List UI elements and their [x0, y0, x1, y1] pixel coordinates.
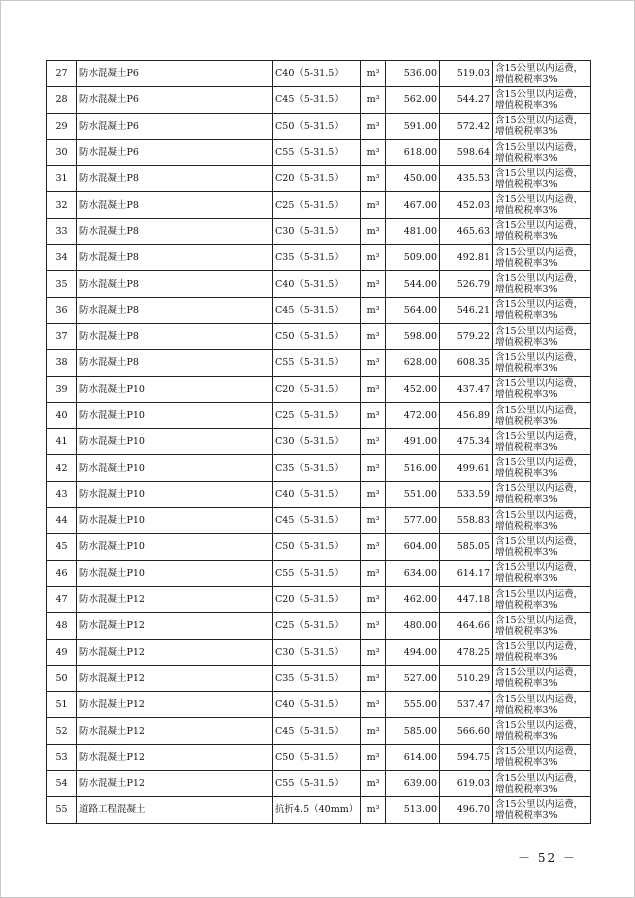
unit-cell: m³: [361, 797, 386, 823]
material-name-cell: 防水混凝土P10: [77, 508, 273, 534]
remarks-cell: [493, 639, 591, 665]
unit-cell: m³: [361, 534, 386, 560]
price-tax-excluded-cell: 546.21: [440, 297, 493, 323]
price-tax-excluded-cell: 579.22: [440, 323, 493, 349]
row-number-cell: 30: [47, 139, 77, 165]
remarks-line: 增值税税率3%: [495, 573, 558, 585]
unit-cell: m³: [361, 771, 386, 797]
specification-cell: C30（5-31.5）: [273, 429, 361, 455]
table-row: [47, 218, 591, 244]
price-tax-included-cell: 555.00: [386, 692, 440, 718]
price-tax-excluded-cell: 464.66: [440, 613, 493, 639]
material-name-cell: 防水混凝土P10: [77, 455, 273, 481]
remarks-line: 增值税税率3%: [495, 520, 558, 532]
remarks-cell: [493, 297, 591, 323]
table-row: [47, 455, 591, 481]
remarks-line: 增值税税率3%: [495, 546, 558, 558]
price-tax-excluded-cell: 519.03: [440, 61, 493, 87]
unit-cell: m³: [361, 481, 386, 507]
row-number-cell: 43: [47, 481, 77, 507]
row-number-cell: 36: [47, 297, 77, 323]
unit-cell: m³: [361, 192, 386, 218]
price-tax-included-cell: 544.00: [386, 271, 440, 297]
specification-cell: C55（5-31.5）: [273, 560, 361, 586]
price-tax-excluded-cell: 533.59: [440, 481, 493, 507]
specification-cell: C40（5-31.5）: [273, 481, 361, 507]
row-number-cell: 44: [47, 508, 77, 534]
material-name-cell: 防水混凝土P8: [77, 166, 273, 192]
row-number-cell: 45: [47, 534, 77, 560]
remarks-cell: [493, 613, 591, 639]
row-number-cell: 52: [47, 718, 77, 744]
remarks-cell: [493, 692, 591, 718]
table-row: [47, 639, 591, 665]
specification-cell: C20（5-31.5）: [273, 166, 361, 192]
remarks-line: 含15公里以内运费，: [495, 509, 584, 521]
remarks-line: 含15公里以内运费，: [495, 798, 584, 810]
remarks-line: 增值税税率3%: [495, 494, 558, 506]
material-name-cell: 道路工程混凝土: [77, 797, 273, 823]
row-number-cell: 47: [47, 586, 77, 612]
material-name-cell: 防水混凝土P10: [77, 534, 273, 560]
unit-cell: m³: [361, 297, 386, 323]
row-number-cell: 50: [47, 665, 77, 691]
material-name-cell: 防水混凝土P12: [77, 586, 273, 612]
remarks-line: 含15公里以内运费，: [495, 588, 584, 600]
price-tax-included-cell: 452.00: [386, 376, 440, 402]
material-name-cell: 防水混凝土P10: [77, 402, 273, 428]
remarks-line: 增值税税率3%: [495, 599, 558, 611]
remarks-cell: [493, 61, 591, 87]
price-tax-included-cell: 639.00: [386, 771, 440, 797]
specification-cell: C45（5-31.5）: [273, 87, 361, 113]
unit-cell: m³: [361, 323, 386, 349]
table-row: [47, 350, 591, 376]
unit-cell: m³: [361, 429, 386, 455]
price-tax-excluded-cell: 456.89: [440, 402, 493, 428]
remarks-cell: [493, 744, 591, 770]
price-tax-included-cell: 591.00: [386, 113, 440, 139]
remarks-line: 含15公里以内运费，: [495, 351, 584, 363]
specification-cell: C25（5-31.5）: [273, 192, 361, 218]
specification-cell: C45（5-31.5）: [273, 508, 361, 534]
price-tax-included-cell: 564.00: [386, 297, 440, 323]
table-row: [47, 402, 591, 428]
remarks-line: 含15公里以内运费，: [495, 457, 584, 469]
remarks-line: 含15公里以内运费，: [495, 720, 584, 732]
remarks-cell: [493, 797, 591, 823]
remarks-line: 增值税税率3%: [495, 625, 558, 637]
remarks-line: 增值税税率3%: [495, 99, 558, 111]
remarks-line: 含15公里以内运费，: [495, 667, 584, 679]
table-row: [47, 323, 591, 349]
row-number-cell: 46: [47, 560, 77, 586]
price-tax-included-cell: 604.00: [386, 534, 440, 560]
table-row: [47, 113, 591, 139]
specification-cell: C30（5-31.5）: [273, 218, 361, 244]
remarks-cell: [493, 429, 591, 455]
remarks-line: 增值税税率3%: [495, 231, 558, 243]
price-tax-included-cell: 467.00: [386, 192, 440, 218]
remarks-cell: [493, 218, 591, 244]
row-number-cell: 41: [47, 429, 77, 455]
unit-cell: m³: [361, 61, 386, 87]
price-tax-excluded-cell: 496.70: [440, 797, 493, 823]
unit-cell: m³: [361, 455, 386, 481]
price-tax-excluded-cell: 619.03: [440, 771, 493, 797]
remarks-line: 增值税税率3%: [495, 73, 558, 85]
remarks-line: 含15公里以内运费，: [495, 141, 584, 153]
remarks-line: 含15公里以内运费，: [495, 88, 584, 100]
remarks-line: 增值税税率3%: [495, 809, 558, 821]
remarks-line: 含15公里以内运费，: [495, 273, 584, 285]
remarks-line: 增值税税率3%: [495, 152, 558, 164]
remarks-line: 增值税税率3%: [495, 704, 558, 716]
specification-cell: C40（5-31.5）: [273, 61, 361, 87]
row-number-cell: 31: [47, 166, 77, 192]
price-tax-excluded-cell: 537.47: [440, 692, 493, 718]
unit-cell: m³: [361, 639, 386, 665]
unit-cell: m³: [361, 692, 386, 718]
remarks-cell: [493, 455, 591, 481]
row-number-cell: 37: [47, 323, 77, 349]
specification-cell: C55（5-31.5）: [273, 771, 361, 797]
price-tax-excluded-cell: 585.05: [440, 534, 493, 560]
material-name-cell: 防水混凝土P12: [77, 718, 273, 744]
remarks-line: 增值税税率3%: [495, 783, 558, 795]
remarks-cell: [493, 192, 591, 218]
remarks-cell: [493, 245, 591, 271]
unit-cell: m³: [361, 718, 386, 744]
specification-cell: C25（5-31.5）: [273, 613, 361, 639]
table-row: [47, 665, 591, 691]
price-tax-included-cell: 562.00: [386, 87, 440, 113]
material-name-cell: 防水混凝土P8: [77, 192, 273, 218]
table-row: [47, 481, 591, 507]
remarks-line: 含15公里以内运费，: [495, 535, 584, 547]
remarks-line: 含15公里以内运费，: [495, 325, 584, 337]
price-tax-included-cell: 516.00: [386, 455, 440, 481]
remarks-line: 含15公里以内运费，: [495, 404, 584, 416]
remarks-line: 含15公里以内运费，: [495, 430, 584, 442]
remarks-cell: [493, 534, 591, 560]
table-row: [47, 797, 591, 823]
remarks-line: 含15公里以内运费，: [495, 693, 584, 705]
price-tax-included-cell: 472.00: [386, 402, 440, 428]
material-name-cell: 防水混凝土P10: [77, 560, 273, 586]
remarks-cell: [493, 665, 591, 691]
material-name-cell: 防水混凝土P12: [77, 639, 273, 665]
price-tax-excluded-cell: 437.47: [440, 376, 493, 402]
price-tax-included-cell: 450.00: [386, 166, 440, 192]
price-tax-excluded-cell: 572.42: [440, 113, 493, 139]
row-number-cell: 55: [47, 797, 77, 823]
specification-cell: 抗折4.5（40mm）: [273, 797, 361, 823]
remarks-cell: [493, 350, 591, 376]
remarks-line: 增值税税率3%: [495, 678, 558, 690]
unit-cell: m³: [361, 271, 386, 297]
remarks-cell: [493, 718, 591, 744]
remarks-cell: [493, 113, 591, 139]
row-number-cell: 39: [47, 376, 77, 402]
table-row: [47, 192, 591, 218]
specification-cell: C45（5-31.5）: [273, 718, 361, 744]
row-number-cell: 42: [47, 455, 77, 481]
price-tax-included-cell: 481.00: [386, 218, 440, 244]
price-tax-included-cell: 577.00: [386, 508, 440, 534]
price-tax-excluded-cell: 594.75: [440, 744, 493, 770]
unit-cell: m³: [361, 113, 386, 139]
remarks-line: 含15公里以内运费，: [495, 772, 584, 784]
remarks-cell: [493, 481, 591, 507]
price-tax-excluded-cell: 558.83: [440, 508, 493, 534]
price-tax-included-cell: 527.00: [386, 665, 440, 691]
unit-cell: m³: [361, 402, 386, 428]
unit-cell: m³: [361, 665, 386, 691]
remarks-line: 含15公里以内运费，: [495, 299, 584, 311]
material-name-cell: 防水混凝土P8: [77, 350, 273, 376]
table-row: [47, 87, 591, 113]
remarks-line: 增值税税率3%: [495, 178, 558, 190]
row-number-cell: 32: [47, 192, 77, 218]
price-tax-included-cell: 462.00: [386, 586, 440, 612]
specification-cell: C40（5-31.5）: [273, 271, 361, 297]
remarks-cell: [493, 402, 591, 428]
table-row: [47, 744, 591, 770]
specification-cell: C35（5-31.5）: [273, 245, 361, 271]
remarks-cell: [493, 323, 591, 349]
remarks-line: 增值税税率3%: [495, 205, 558, 217]
remarks-cell: [493, 166, 591, 192]
row-number-cell: 49: [47, 639, 77, 665]
specification-cell: C20（5-31.5）: [273, 376, 361, 402]
price-tax-excluded-cell: 526.79: [440, 271, 493, 297]
table-row: [47, 271, 591, 297]
remarks-cell: [493, 771, 591, 797]
remarks-line: 含15公里以内运费，: [495, 746, 584, 758]
specification-cell: C40（5-31.5）: [273, 692, 361, 718]
material-name-cell: 防水混凝土P10: [77, 376, 273, 402]
price-tax-excluded-cell: 492.81: [440, 245, 493, 271]
material-name-cell: 防水混凝土P6: [77, 113, 273, 139]
remarks-line: 含15公里以内运费，: [495, 614, 584, 626]
price-tax-included-cell: 509.00: [386, 245, 440, 271]
remarks-line: 增值税税率3%: [495, 362, 558, 374]
page-number: － 52 －: [518, 851, 577, 865]
row-number-cell: 53: [47, 744, 77, 770]
table-row: [47, 613, 591, 639]
row-number-cell: 35: [47, 271, 77, 297]
remarks-line: 增值税税率3%: [495, 284, 558, 296]
remarks-line: 含15公里以内运费，: [495, 115, 584, 127]
remarks-line: 含15公里以内运费，: [495, 220, 584, 232]
price-tax-excluded-cell: 510.29: [440, 665, 493, 691]
table-row: [47, 508, 591, 534]
remarks-line: 增值税税率3%: [495, 441, 558, 453]
price-tax-excluded-cell: 614.17: [440, 560, 493, 586]
table-row: [47, 61, 591, 87]
remarks-line: 含15公里以内运费，: [495, 483, 584, 495]
remarks-line: 增值税税率3%: [495, 310, 558, 322]
row-number-cell: 29: [47, 113, 77, 139]
price-tax-excluded-cell: 544.27: [440, 87, 493, 113]
remarks-cell: [493, 271, 591, 297]
remarks-cell: [493, 87, 591, 113]
specification-cell: C50（5-31.5）: [273, 744, 361, 770]
material-name-cell: 防水混凝土P12: [77, 692, 273, 718]
row-number-cell: 28: [47, 87, 77, 113]
specification-cell: C50（5-31.5）: [273, 534, 361, 560]
remarks-line: 增值税税率3%: [495, 336, 558, 348]
remarks-cell: [493, 586, 591, 612]
unit-cell: m³: [361, 139, 386, 165]
specification-cell: C35（5-31.5）: [273, 665, 361, 691]
remarks-line: 增值税税率3%: [495, 257, 558, 269]
price-tax-included-cell: 614.00: [386, 744, 440, 770]
table-row: [47, 376, 591, 402]
price-tax-included-cell: 536.00: [386, 61, 440, 87]
specification-cell: C30（5-31.5）: [273, 639, 361, 665]
table-row: [47, 139, 591, 165]
price-tax-included-cell: 480.00: [386, 613, 440, 639]
material-name-cell: 防水混凝土P6: [77, 61, 273, 87]
remarks-line: 增值税税率3%: [495, 652, 558, 664]
remarks-cell: [493, 376, 591, 402]
material-name-cell: 防水混凝土P6: [77, 87, 273, 113]
remarks-line: 增值税税率3%: [495, 468, 558, 480]
price-tax-included-cell: 513.00: [386, 797, 440, 823]
remarks-line: 增值税税率3%: [495, 757, 558, 769]
material-name-cell: 防水混凝土P8: [77, 218, 273, 244]
remarks-line: 含15公里以内运费，: [495, 194, 584, 206]
price-tax-included-cell: 551.00: [386, 481, 440, 507]
remarks-cell: [493, 560, 591, 586]
material-name-cell: 防水混凝土P12: [77, 744, 273, 770]
specification-cell: C20（5-31.5）: [273, 586, 361, 612]
remarks-line: 增值税税率3%: [495, 126, 558, 138]
unit-cell: m³: [361, 744, 386, 770]
row-number-cell: 27: [47, 61, 77, 87]
price-tax-included-cell: 618.00: [386, 139, 440, 165]
row-number-cell: 48: [47, 613, 77, 639]
specification-cell: C25（5-31.5）: [273, 402, 361, 428]
price-tax-excluded-cell: 465.63: [440, 218, 493, 244]
table-row: [47, 560, 591, 586]
price-tax-excluded-cell: 608.35: [440, 350, 493, 376]
price-tax-included-cell: 598.00: [386, 323, 440, 349]
price-tax-excluded-cell: 598.64: [440, 139, 493, 165]
material-name-cell: 防水混凝土P8: [77, 323, 273, 349]
table-row: [47, 245, 591, 271]
row-number-cell: 51: [47, 692, 77, 718]
remarks-line: 含15公里以内运费，: [495, 378, 584, 390]
unit-cell: m³: [361, 586, 386, 612]
remarks-line: 含15公里以内运费，: [495, 246, 584, 258]
material-name-cell: 防水混凝土P10: [77, 481, 273, 507]
unit-cell: m³: [361, 166, 386, 192]
price-tax-included-cell: 628.00: [386, 350, 440, 376]
specification-cell: C50（5-31.5）: [273, 113, 361, 139]
price-tax-excluded-cell: 475.34: [440, 429, 493, 455]
table-row: [47, 429, 591, 455]
material-name-cell: 防水混凝土P12: [77, 771, 273, 797]
price-tax-excluded-cell: 447.18: [440, 586, 493, 612]
unit-cell: m³: [361, 560, 386, 586]
remarks-line: 增值税税率3%: [495, 415, 558, 427]
remarks-line: 含15公里以内运费，: [495, 641, 584, 653]
table-body: [47, 61, 591, 824]
price-tax-included-cell: 491.00: [386, 429, 440, 455]
remarks-line: 含15公里以内运费，: [495, 62, 584, 74]
specification-cell: C45（5-31.5）: [273, 297, 361, 323]
row-number-cell: 34: [47, 245, 77, 271]
material-name-cell: 防水混凝土P8: [77, 271, 273, 297]
price-tax-excluded-cell: 499.61: [440, 455, 493, 481]
price-tax-included-cell: 585.00: [386, 718, 440, 744]
unit-cell: m³: [361, 87, 386, 113]
material-name-cell: 防水混凝土P8: [77, 245, 273, 271]
specification-cell: C50（5-31.5）: [273, 323, 361, 349]
unit-cell: m³: [361, 376, 386, 402]
row-number-cell: 54: [47, 771, 77, 797]
table-row: [47, 586, 591, 612]
unit-cell: m³: [361, 218, 386, 244]
remarks-cell: [493, 139, 591, 165]
unit-cell: m³: [361, 613, 386, 639]
price-tax-excluded-cell: 452.03: [440, 192, 493, 218]
unit-cell: m³: [361, 350, 386, 376]
table-row: [47, 718, 591, 744]
remarks-line: 增值税税率3%: [495, 731, 558, 743]
remarks-line: 增值税税率3%: [495, 389, 558, 401]
price-tax-excluded-cell: 478.25: [440, 639, 493, 665]
material-name-cell: 防水混凝土P12: [77, 665, 273, 691]
table-row: [47, 534, 591, 560]
price-tax-excluded-cell: 435.53: [440, 166, 493, 192]
row-number-cell: 38: [47, 350, 77, 376]
remarks-cell: [493, 508, 591, 534]
price-tax-included-cell: 494.00: [386, 639, 440, 665]
table-row: [47, 166, 591, 192]
row-number-cell: 33: [47, 218, 77, 244]
price-table: [46, 60, 591, 824]
material-name-cell: 防水混凝土P10: [77, 429, 273, 455]
material-name-cell: 防水混凝土P8: [77, 297, 273, 323]
material-name-cell: 防水混凝土P6: [77, 139, 273, 165]
price-tax-excluded-cell: 566.60: [440, 718, 493, 744]
row-number-cell: 40: [47, 402, 77, 428]
remarks-line: 含15公里以内运费，: [495, 562, 584, 574]
table-row: [47, 771, 591, 797]
specification-cell: C35（5-31.5）: [273, 455, 361, 481]
specification-cell: C55（5-31.5）: [273, 139, 361, 165]
price-tax-included-cell: 634.00: [386, 560, 440, 586]
table-row: [47, 297, 591, 323]
material-name-cell: 防水混凝土P12: [77, 613, 273, 639]
table-row: [47, 692, 591, 718]
unit-cell: m³: [361, 245, 386, 271]
specification-cell: C55（5-31.5）: [273, 350, 361, 376]
remarks-line: 含15公里以内运费，: [495, 167, 584, 179]
unit-cell: m³: [361, 508, 386, 534]
